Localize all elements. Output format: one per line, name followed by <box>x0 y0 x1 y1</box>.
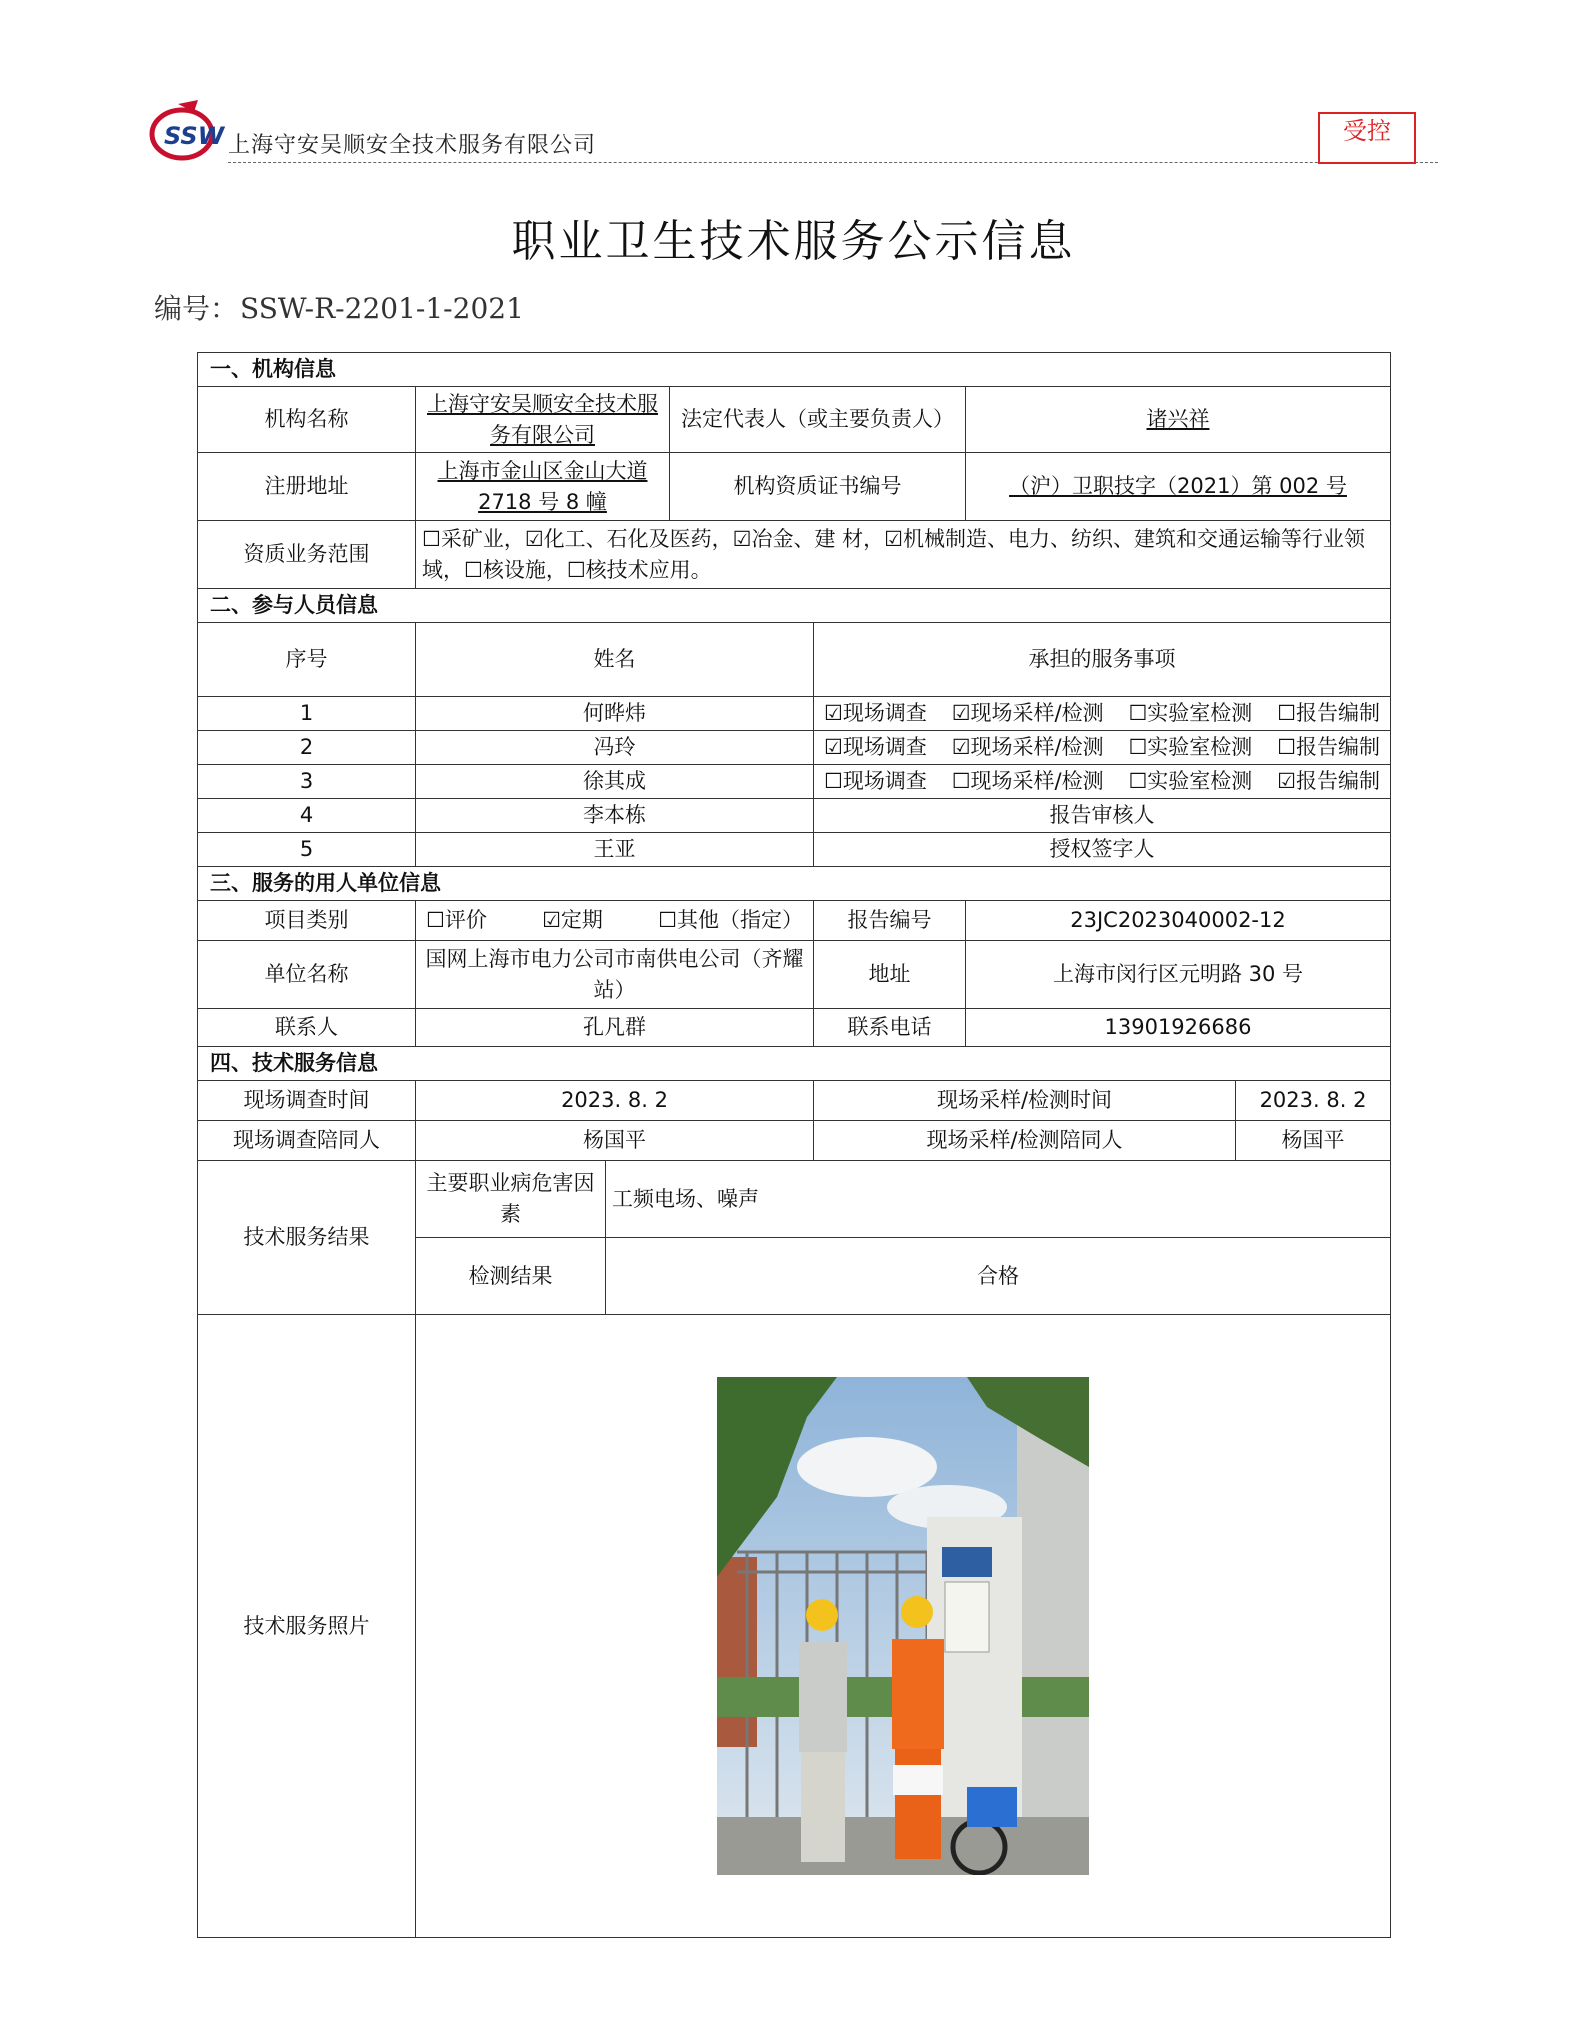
photo-label: 技术服务照片 <box>198 1315 416 1938</box>
time-row <box>198 1081 1391 1121</box>
person-name: 何晔炜 <box>416 697 814 731</box>
photo-cell <box>416 1315 1391 1938</box>
section1-heading: 一、机构信息 <box>198 353 1391 387</box>
companion-row <box>198 1121 1391 1161</box>
person-name: 徐其成 <box>416 765 814 799</box>
table-row <box>198 731 1391 765</box>
org-name-label: 机构名称 <box>198 387 416 453</box>
unit-row <box>198 941 1391 1009</box>
test-result-value: 合格 <box>606 1238 1391 1315</box>
scope-value: ☐采矿业，☑化工、石化及医药，☑冶金、建 材，☑机械制造、电力、纺织、建筑和交通运输等行业领域，☐核设施，☐核技术应用。 <box>416 521 1391 589</box>
person-name: 王亚 <box>416 833 814 867</box>
hazard-row <box>198 1161 1391 1238</box>
people-header-row <box>198 623 1391 697</box>
phone-value: 13901926686 <box>966 1009 1391 1047</box>
controlled-stamp: 受控 <box>1318 112 1416 164</box>
contact-row <box>198 1009 1391 1047</box>
photo-row <box>198 1315 1391 1938</box>
service-photo <box>717 1377 1089 1875</box>
document-title: 职业卫生技术服务公示信息 <box>511 216 1076 267</box>
document-number-label: 编号： <box>154 292 239 325</box>
table-row <box>198 765 1391 799</box>
col-no: 序号 <box>198 623 416 697</box>
person-role: 报告审核人 <box>814 799 1391 833</box>
person-name: 李本栋 <box>416 799 814 833</box>
report-no-value: 23JC2023040002-12 <box>966 901 1391 941</box>
survey-time-value: 2023. 8. 2 <box>416 1081 814 1121</box>
sample-companion-label: 现场采样/检测陪同人 <box>814 1121 1236 1161</box>
sample-companion-value: 杨国平 <box>1236 1121 1391 1161</box>
disclosure-form <box>197 352 1391 1938</box>
contact-label: 联系人 <box>198 1009 416 1047</box>
unit-value: 国网上海市电力公司市南供电公司（齐耀站） <box>416 941 814 1009</box>
table-row <box>198 697 1391 731</box>
person-items: ☑现场调查 ☑现场采样/检测 ☐实验室检测 ☐报告编制 <box>814 697 1391 731</box>
header-divider <box>228 162 1438 163</box>
sample-time-value: 2023. 8. 2 <box>1236 1081 1391 1121</box>
person-items: ☐现场调查 ☐现场采样/检测 ☐实验室检测 ☑报告编制 <box>814 765 1391 799</box>
hazard-value: 工频电场、噪声 <box>606 1161 1391 1238</box>
legal-rep-label: 法定代表人（或主要负责人） <box>670 387 966 453</box>
address-label: 注册地址 <box>198 453 416 521</box>
document-number <box>152 287 524 327</box>
person-name: 冯玲 <box>416 731 814 765</box>
logo-text: SSW <box>164 122 225 150</box>
test-result-label: 检测结果 <box>416 1238 606 1315</box>
scope-label: 资质业务范围 <box>198 521 416 589</box>
survey-companion-value: 杨国平 <box>416 1121 814 1161</box>
org-name-row <box>198 387 1391 453</box>
section2-heading: 二、参与人员信息 <box>198 589 1391 623</box>
report-no-label: 报告编号 <box>814 901 966 941</box>
contact-value: 孔凡群 <box>416 1009 814 1047</box>
col-name: 姓名 <box>416 623 814 697</box>
project-type-label: 项目类别 <box>198 901 416 941</box>
address-row <box>198 453 1391 521</box>
person-no: 2 <box>198 731 416 765</box>
unit-addr-label: 地址 <box>814 941 966 1009</box>
legal-rep-value: 诸兴祥 <box>966 387 1391 453</box>
phone-label: 联系电话 <box>814 1009 966 1047</box>
org-name-value: 上海守安吴顺安全技术服务有限公司 <box>416 387 670 453</box>
sample-time-label: 现场采样/检测时间 <box>814 1081 1236 1121</box>
page-header <box>148 98 1438 168</box>
address-value: 上海市金山区金山大道 2718 号 8 幢 <box>416 453 670 521</box>
section4-heading: 四、技术服务信息 <box>198 1047 1391 1081</box>
hazard-label: 主要职业病危害因素 <box>416 1161 606 1238</box>
section-row <box>198 867 1391 901</box>
cert-value: （沪）卫职技字（2021）第 002 号 <box>966 453 1391 521</box>
person-no: 3 <box>198 765 416 799</box>
col-items: 承担的服务事项 <box>814 623 1391 697</box>
company-name: 上海守安吴顺安全技术服务有限公司 <box>228 133 597 158</box>
person-no: 1 <box>198 697 416 731</box>
survey-time-label: 现场调查时间 <box>198 1081 416 1121</box>
person-role: 授权签字人 <box>814 833 1391 867</box>
project-type-row <box>198 901 1391 941</box>
person-no: 5 <box>198 833 416 867</box>
section3-heading: 三、服务的用人单位信息 <box>198 867 1391 901</box>
table-row <box>198 833 1391 867</box>
unit-label: 单位名称 <box>198 941 416 1009</box>
result-label: 技术服务结果 <box>198 1161 416 1315</box>
section-row <box>198 353 1391 387</box>
person-items: ☑现场调查 ☑现场采样/检测 ☐实验室检测 ☐报告编制 <box>814 731 1391 765</box>
person-no: 4 <box>198 799 416 833</box>
table-row <box>198 799 1391 833</box>
unit-addr-value: 上海市闵行区元明路 30 号 <box>966 941 1391 1009</box>
project-type-options: ☐评价 ☑定期 ☐其他（指定） <box>416 901 814 941</box>
scope-row <box>198 521 1391 589</box>
survey-companion-label: 现场调查陪同人 <box>198 1121 416 1161</box>
document-number-value: SSW-R-2201-1-2021 <box>240 292 524 325</box>
section-row <box>198 589 1391 623</box>
company-logo <box>148 98 228 164</box>
cert-label: 机构资质证书编号 <box>670 453 966 521</box>
section-row <box>198 1047 1391 1081</box>
